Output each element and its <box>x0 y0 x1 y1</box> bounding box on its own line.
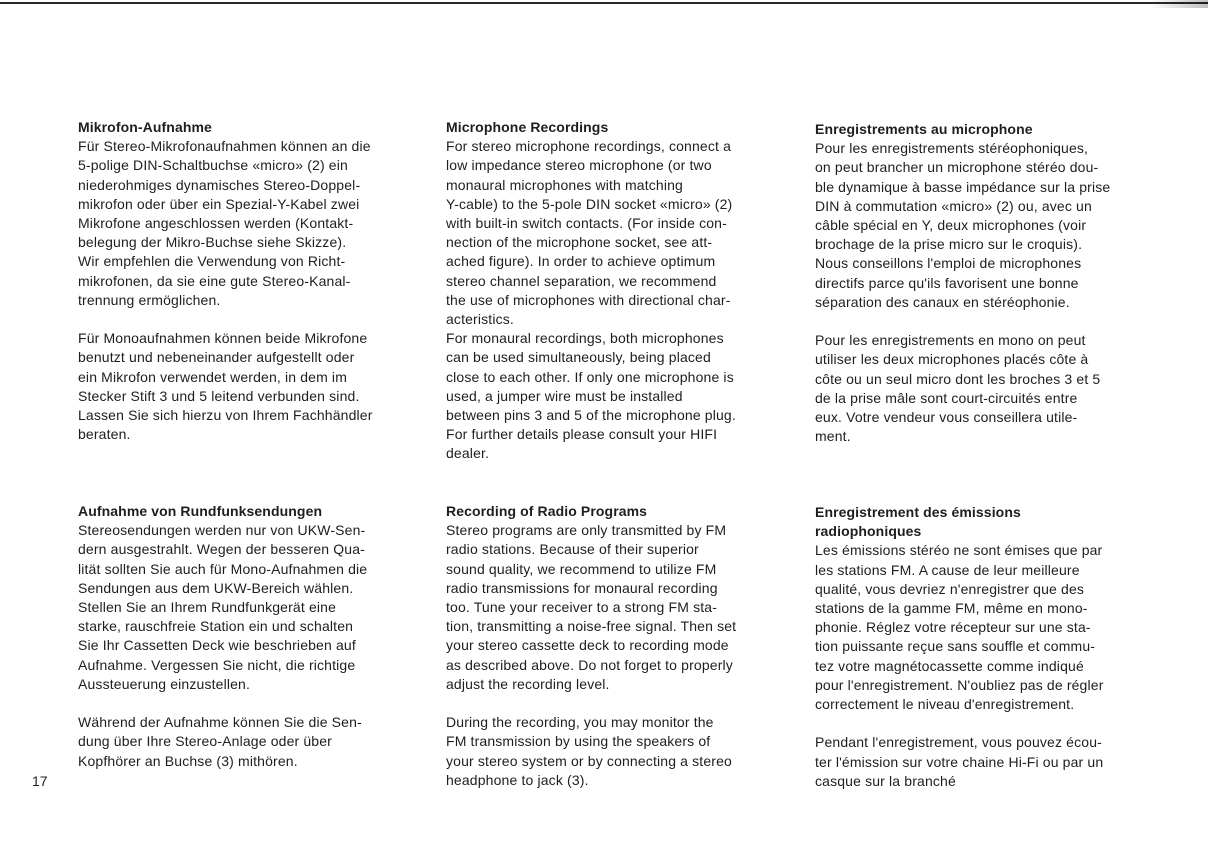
paragraph-de-radio-1: Stereosendungen werden nur von UKW-Sen- dern ausgestrahlt. Wegen der besseren Qua- lität sollten Sie auch für Mono-Aufnahmen die Sendungen aus dem UKW-Bereich wählen. Stellen Sie an Ihrem Rundfunkgerät eine starke, rauschfreie Station ein und schalten Sie Ihr Cassetten Deck wie beschrieben auf Aufnahme. Vergessen Sie nicht, die richtige Aussteuerung einzustellen. <box>78 522 368 692</box>
paragraph-fr-microphone-2: Pour les enregistrements en mono on peut utiliser les deux microphones placés côte à côte ou un seul micro dont les broches 3 et 5 de la prise mâle sont court-circuités entre eux. Votre vendeur vous conseillera utile- ment. <box>815 332 1101 445</box>
section-de-microphone <box>78 118 423 444</box>
heading-de-microphone: Mikrofon-Aufnahme <box>78 119 212 135</box>
paragraph-en-radio-1: Stereo programs are only transmitted by FM radio stations. Because of their superior sound quality, we recommend to utilize FM radio transmissions for monaural recording too. Tune your receiver to a strong FM sta- tion, transmitting a noise-free signal. Then set your stereo cassette deck to recording mode as described above. Do not forget to properly adjust the recording level. <box>446 522 737 692</box>
paragraph-fr-microphone-1: Pour les enregistrements stéréophoniques, on peut brancher un microphone stéréo dou- ble dynamique à basse impédance sur la prise DIN à commutation «micro» (2) ou, avec un câble spécial en Y, deux microphones (voir brochage de la prise micro sur le croquis). Nous conseillons l'emploi de microphones directifs parce qu'ils favorisent une bonne séparation des canaux en stéréophonie. <box>815 140 1111 310</box>
section-fr-microphone <box>815 120 1155 446</box>
paragraph-de-microphone-1: Für Stereo-Mikrofonaufnahmen können an die 5-polige DIN-Schaltbuchse «micro» (2) ein niederohmiges dynamisches Stereo-Doppel- mikrofon oder über ein Spezial-Y-Kabel zwei Mikrofone angeschlossen werden (Kontakt- belegung der Mikro-Buchse siehe Skizze). Wir empfehlen die Verwendung von Richt- mikrofonen, da sie eine gute Stereo-Kanal- trennung ermöglichen. <box>78 138 371 308</box>
heading-de-radio: Aufnahme von Rundfunksendungen <box>78 503 323 519</box>
heading-fr-microphone: Enregistrements au microphone <box>815 121 1033 137</box>
page-number: 17 <box>32 773 48 789</box>
paragraph-de-microphone-2: Für Monoaufnahmen können beide Mikrofone benutzt und nebeneinander aufgestellt oder ein Mikrofon verwendet werden, in dem im Stecker Stift 3 und 5 leitend verbunden sind. Lassen Sie sich hierzu von Ihrem Fachhändler beraten. <box>78 330 373 443</box>
heading-fr-radio: Enregistrement des émissions radiophoniques <box>815 504 1021 540</box>
paragraph-fr-radio-1: Les émissions stéréo ne sont émises que par les stations FM. A cause de leur meilleure qualité, vous devriez n'enregistrer que des stations de la gamme FM, même en mono- phonie. Réglez votre récepteur sur une sta- tion puissante reçue sans souffle et commu- tez votre magnétocassette comme indiqué pour l'enregistrement. N'oubliez pas de régler correctement le niveau d'enregistrement. <box>815 542 1104 713</box>
paragraph-en-microphone-1: For stereo microphone recordings, connect a low impedance stereo microphone (or two monaural microphones with matching Y-cable) to the 5-pole DIN socket «micro» (2) with built-in switch contacts. (For inside con- nection of the microphone socket, see att- ached figure). In order to achieve optimum stereo channel separation, we recommend the use of microphones with directional char- acteristics. For monaural recordings, both microphones can be used simultaneously, being placed close to each other. If only one microphone is used, a jumper wire must be installed between pins 3 and 5 of the microphone plug. For further details please consult your HIFI dealer. <box>446 138 736 462</box>
paragraph-fr-radio-2: Pendant l'enregistrement, vous pouvez écou- ter l'émission sur votre chaine Hi-Fi ou par un casque sur la branché <box>815 734 1104 789</box>
section-en-microphone <box>446 118 791 464</box>
section-en-radio <box>446 502 791 790</box>
paragraph-de-radio-2: Während der Aufnahme können Sie die Sen- dung über Ihre Stereo-Anlage oder über Kopfhörer an Buchse (3) mithören. <box>78 714 362 769</box>
section-de-radio <box>78 502 423 771</box>
heading-en-microphone: Microphone Recordings <box>446 119 609 135</box>
paragraph-en-radio-2: During the recording, you may monitor the FM transmission by using the speakers of your stereo system or by connecting a stereo headphone to jack (3). <box>446 714 732 788</box>
page-corner-shadow <box>1150 0 1208 8</box>
section-fr-radio <box>815 503 1155 791</box>
top-edge-rule <box>0 2 1208 4</box>
heading-en-radio: Recording of Radio Programs <box>446 503 648 519</box>
